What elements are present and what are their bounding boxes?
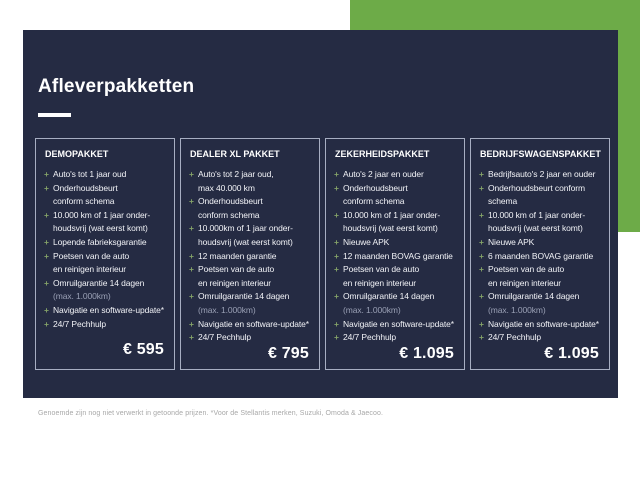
- feature-text: Onderhoudsbeurt conform schema: [488, 182, 585, 207]
- feature-item: [189, 318, 313, 332]
- feature-text: Auto's tot 1 jaar oud: [53, 169, 127, 179]
- package-price: € 595: [122, 341, 164, 358]
- feature-item: [334, 263, 458, 290]
- plus-bullet-icon: +: [479, 250, 484, 261]
- feature-item: [479, 209, 603, 236]
- plus-bullet-icon: +: [189, 318, 194, 329]
- plus-bullet-icon: +: [479, 182, 484, 193]
- feature-text: Omruilgarantie 14 dagen (max. 1.000km): [488, 291, 580, 315]
- feature-item: [479, 236, 603, 250]
- feature-text: Onderhoudsbeurt conform schema: [53, 182, 118, 207]
- plus-bullet-icon: +: [479, 318, 484, 329]
- feature-text: Poetsen van de auto en reinigen interieur: [53, 250, 130, 275]
- feature-item: [479, 182, 603, 209]
- feature-item: [334, 209, 458, 236]
- package-card-1: [35, 138, 175, 370]
- plus-bullet-icon: +: [334, 250, 339, 261]
- plus-bullet-icon: +: [44, 209, 49, 220]
- feature-text: Auto's 2 jaar en ouder: [343, 169, 424, 179]
- feature-item: [189, 195, 313, 222]
- feature-item: [189, 331, 313, 345]
- package-card-4: [470, 138, 610, 370]
- plus-bullet-icon: +: [189, 250, 194, 261]
- feature-item: [334, 182, 458, 209]
- feature-text: 10.000 km of 1 jaar onder- houdsvrij (wat eerst komt): [53, 209, 151, 234]
- packages-panel: [23, 30, 618, 398]
- feature-text: Lopende fabrieksgarantie: [53, 236, 147, 247]
- plus-bullet-icon: +: [44, 236, 49, 247]
- package-card-3: [325, 138, 465, 370]
- feature-item: [479, 250, 603, 264]
- feature-item: [189, 263, 313, 290]
- feature-list: [334, 168, 458, 345]
- package-title: DEMOPAKKET: [45, 149, 109, 159]
- plus-bullet-icon: +: [334, 182, 339, 193]
- feature-text: Omruilgarantie 14 dagen (max. 1.000km): [198, 291, 290, 315]
- plus-bullet-icon: +: [44, 169, 49, 179]
- feature-item: [334, 331, 458, 345]
- feature-list: [189, 168, 313, 345]
- plus-bullet-icon: +: [189, 291, 194, 302]
- feature-item: [334, 236, 458, 250]
- plus-bullet-icon: +: [479, 236, 484, 247]
- footnote-text: Genoemde zijn nog niet verwerkt in getoonde prijzen. *Voor de Stellantis merken, Suzuki, Omoda & Jaecoo.: [38, 410, 384, 417]
- feature-item: [44, 168, 168, 182]
- plus-bullet-icon: +: [479, 264, 484, 275]
- feature-text: Navigatie en software-update*: [488, 318, 599, 329]
- feature-text: Omruilgarantie 14 dagen (max. 1.000km): [53, 277, 145, 302]
- feature-item: [44, 277, 168, 304]
- feature-text: 12 maanden BOVAG garantie: [343, 250, 453, 261]
- feature-item: [44, 182, 168, 209]
- feature-text: 10.000km of 1 jaar onder- houdsvrij (wat eerst komt): [198, 223, 293, 247]
- feature-text: 24/7 Pechhulp: [343, 332, 397, 343]
- feature-text: Nieuwe APK: [343, 236, 390, 247]
- feature-text: Bedrijfsauto's 2 jaar en ouder: [488, 169, 596, 179]
- feature-item: [189, 250, 313, 264]
- feature-text: 24/7 Pechhulp: [53, 318, 107, 329]
- feature-text: Navigatie en software-update*: [198, 318, 309, 329]
- package-price: € 1.095: [399, 344, 454, 362]
- package-price: € 1.095: [544, 344, 599, 362]
- plus-bullet-icon: +: [189, 223, 194, 234]
- feature-list: [479, 168, 603, 345]
- feature-item: [479, 168, 603, 182]
- feature-item: [44, 318, 168, 332]
- package-card-2: [180, 138, 320, 370]
- feature-text: Auto's tot 2 jaar oud, max 40.000 km: [198, 169, 274, 193]
- feature-text: Navigatie en software-update*: [343, 318, 454, 329]
- plus-bullet-icon: +: [44, 318, 49, 329]
- feature-item: [44, 236, 168, 250]
- feature-item: [189, 290, 313, 317]
- feature-item: [189, 168, 313, 195]
- cards-row: [35, 138, 610, 370]
- plus-bullet-icon: +: [334, 291, 339, 302]
- plus-bullet-icon: +: [189, 196, 194, 207]
- plus-bullet-icon: +: [334, 209, 339, 220]
- package-title: BEDRIJFSWAGENSPAKKET: [480, 149, 601, 159]
- feature-text: Navigatie en software-update*: [53, 304, 164, 315]
- plus-bullet-icon: +: [479, 209, 484, 220]
- page-title: Afleverpakketten: [38, 76, 195, 97]
- feature-item: [44, 209, 168, 236]
- feature-text: 10.000 km of 1 jaar onder- houdsvrij (wat eerst komt): [343, 209, 441, 234]
- feature-text: Poetsen van de auto en reinigen interieur: [198, 264, 275, 288]
- feature-item: [479, 318, 603, 332]
- plus-bullet-icon: +: [44, 277, 49, 288]
- plus-bullet-icon: +: [44, 182, 49, 193]
- plus-bullet-icon: +: [44, 250, 49, 261]
- feature-text: Omruilgarantie 14 dagen (max. 1.000km): [343, 291, 435, 315]
- plus-bullet-icon: +: [479, 291, 484, 302]
- plus-bullet-icon: +: [479, 332, 484, 343]
- plus-bullet-icon: +: [189, 332, 194, 343]
- plus-bullet-icon: +: [189, 264, 194, 275]
- plus-bullet-icon: +: [334, 318, 339, 329]
- feature-item: [479, 331, 603, 345]
- feature-list: [44, 168, 168, 331]
- feature-text: 10.000 km of 1 jaar onder- houdsvrij (wat eerst komt): [488, 209, 586, 234]
- feature-item: [334, 290, 458, 317]
- package-price: € 795: [267, 344, 309, 362]
- plus-bullet-icon: +: [189, 169, 194, 179]
- feature-item: [189, 222, 313, 249]
- plus-bullet-icon: +: [334, 169, 339, 179]
- feature-text: Onderhoudsbeurt conform schema: [198, 196, 263, 220]
- feature-text: 6 maanden BOVAG garantie: [488, 250, 594, 261]
- feature-item: [44, 304, 168, 318]
- plus-bullet-icon: +: [334, 236, 339, 247]
- plus-bullet-icon: +: [44, 304, 49, 315]
- title-underline: [38, 113, 71, 117]
- feature-item: [479, 290, 603, 317]
- feature-text: 12 maanden garantie: [198, 250, 277, 261]
- package-title: ZEKERHEIDSPAKKET: [335, 149, 430, 159]
- plus-bullet-icon: +: [479, 169, 484, 179]
- package-title: DEALER XL PAKKET: [190, 149, 280, 159]
- feature-text: Nieuwe APK: [488, 236, 535, 247]
- feature-item: [334, 168, 458, 182]
- plus-bullet-icon: +: [334, 332, 339, 343]
- feature-item: [334, 250, 458, 264]
- feature-item: [479, 263, 603, 290]
- feature-item: [334, 318, 458, 332]
- feature-text: Poetsen van de auto en reinigen interieur: [343, 264, 420, 288]
- feature-text: Poetsen van de auto en reinigen interieur: [488, 264, 565, 288]
- feature-item: [44, 250, 168, 277]
- feature-text: 24/7 Pechhulp: [488, 332, 542, 343]
- feature-text: Onderhoudsbeurt conform schema: [343, 182, 408, 207]
- feature-text: 24/7 Pechhulp: [198, 332, 252, 343]
- plus-bullet-icon: +: [334, 264, 339, 275]
